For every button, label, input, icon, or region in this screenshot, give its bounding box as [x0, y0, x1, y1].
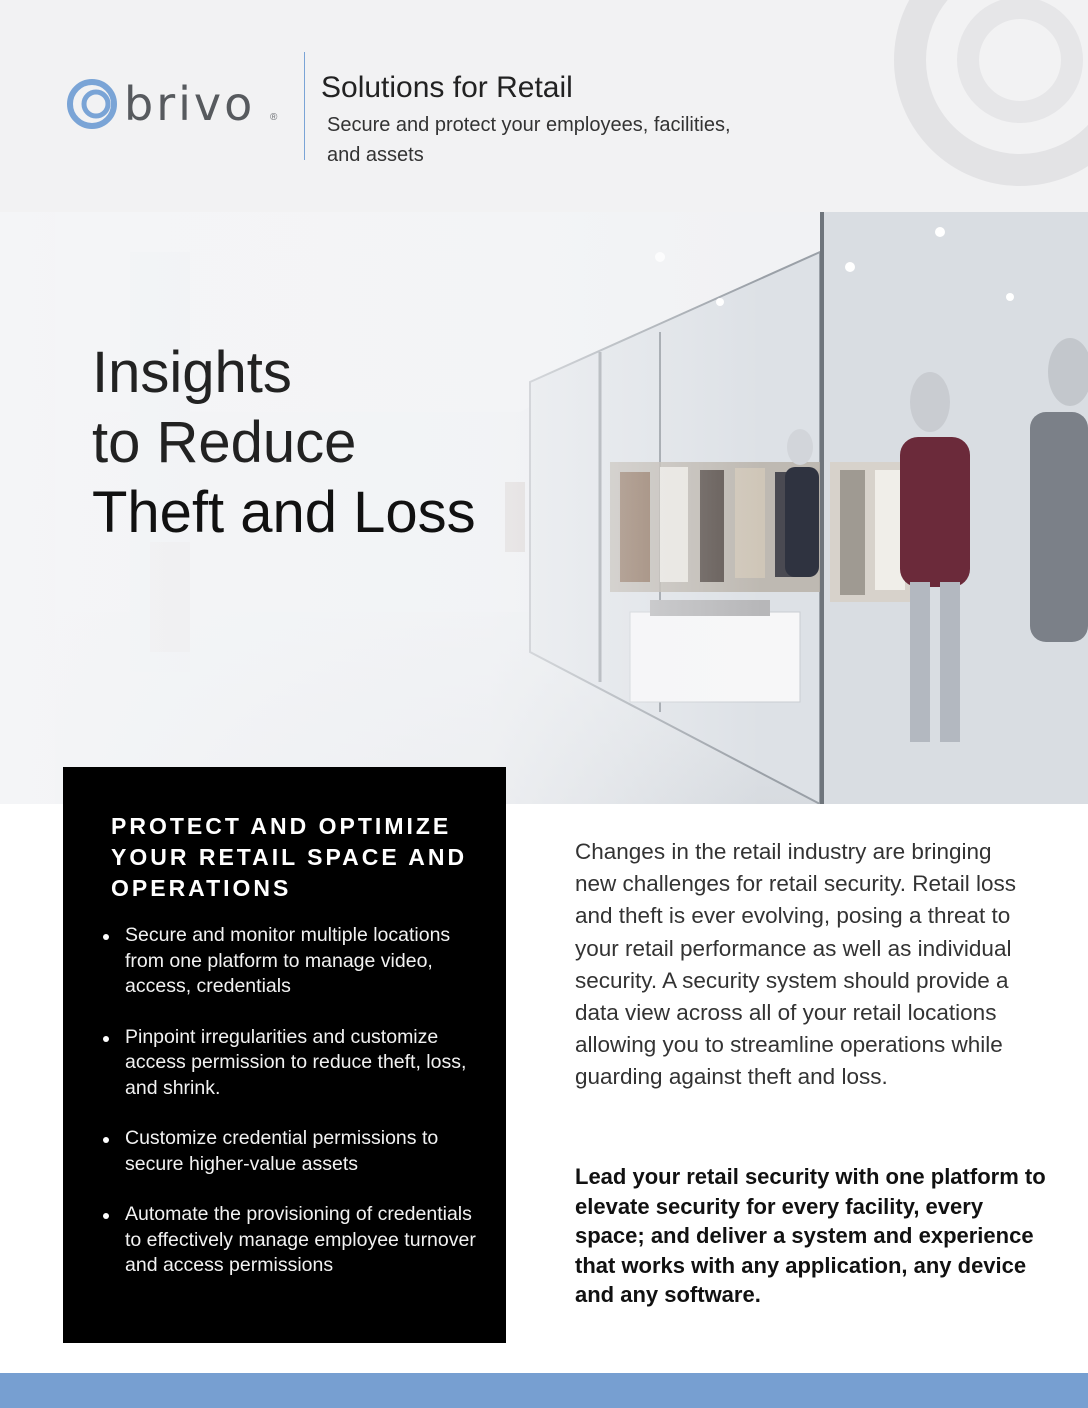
bullet-icon [103, 1213, 109, 1219]
logo-wordmark: brivo [124, 77, 256, 131]
list-item [103, 1126, 483, 1177]
list-item-text: Automate the provisioning of credentials to effectively manage employee turnover and access permissions [125, 1203, 476, 1276]
bullet-icon [103, 934, 109, 940]
registered-mark: ® [270, 112, 278, 123]
bullet-icon [103, 1036, 109, 1042]
header-divider [304, 52, 305, 160]
intro-paragraph: Changes in the retail industry are bringing new challenges for retail security. Retail loss and theft is ever evolving, posing a threat to your retail performance as well as individual security. A security system should provide a data view across all of your retail locations allowing you to streamline operations while guarding against theft and loss. [575, 839, 1017, 1090]
list-item-text: Pinpoint irregularities and customize access permission to reduce theft, loss, and shrink. [125, 1025, 467, 1099]
features-box [63, 767, 506, 1343]
footer-bar [0, 1373, 1088, 1408]
header-subtitle: Secure and protect your employees, facilities, and assets [327, 114, 731, 166]
hero-headline [92, 338, 476, 548]
hero-line-3: Theft and Loss [92, 480, 476, 545]
bullet-icon [103, 1137, 109, 1143]
hero-line-1: Insights [92, 340, 292, 405]
list-item [103, 1202, 483, 1279]
features-heading: PROTECT AND OPTIMIZE YOUR RETAIL SPACE AND OPERATIONS [111, 813, 468, 901]
features-list [103, 923, 483, 1304]
lead-paragraph: Lead your retail security with one platform to elevate security for every facility, every space; and deliver a system and experience that works with any application, any device and any software. [575, 1164, 1046, 1307]
header-title: Solutions for Retail [321, 71, 573, 104]
list-item [103, 923, 483, 1000]
hero-image [0, 212, 1088, 804]
list-item [103, 1025, 483, 1102]
list-item-text: Customize credential permissions to secure higher-value assets [125, 1127, 439, 1175]
list-item-text: Secure and monitor multiple locations from one platform to manage video, access, credentials [125, 924, 451, 997]
hero-line-2: to Reduce [92, 410, 357, 475]
header [0, 0, 1088, 212]
